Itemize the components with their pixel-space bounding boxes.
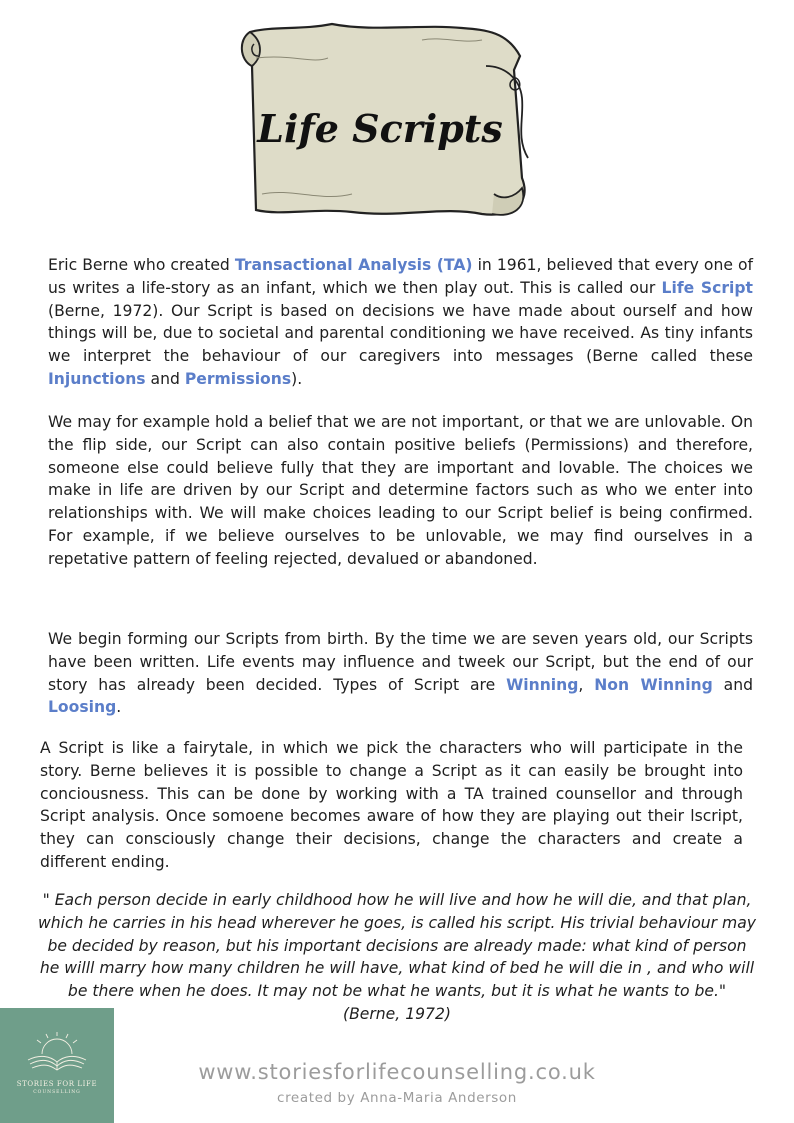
highlight-non-winning: Non Winning — [594, 675, 713, 694]
highlight-transactional-analysis: Transactional Analysis (TA) — [234, 256, 473, 274]
beliefs-paragraph: We may for example hold a belief that we are not important, or that we are unlovable. On the flip side, our Script can also contain positive beliefs (Permissions) and therefore, someone else could believe fully that they are important and lovable. The choices we make in life are driven by our Script and determine factors such as who we enter into relationships with. We will make choices leading to our Script belief is being confirmed. For example, if we believe ourselves to be unlovable, we may find ourselves in a repetative pattern of feeling rejected, devalued or abandoned. — [48, 413, 753, 568]
title-scroll — [232, 18, 540, 228]
quote-citation: (Berne, 1972) — [343, 1004, 451, 1023]
logo-name: STORIES FOR LIFE — [16, 1080, 98, 1088]
title-text: Life Scripts — [257, 106, 503, 151]
paragraph-text: Eric Berne who created — [48, 256, 235, 274]
highlight-life-script: Life Script — [661, 278, 753, 297]
berne-quote — [36, 889, 758, 1026]
paragraph-text: and — [145, 369, 185, 388]
paragraph-text: We begin forming our Scripts from birth. By the time we are seven years old, our Scripts have been written. Life events may influence and tweek our Script, but the end of our story has already been decided. Types of Script are — [48, 630, 753, 694]
paragraph-text: , — [578, 675, 595, 694]
website-url[interactable]: www.storiesforlifecounselling.co.uk — [198, 1060, 596, 1084]
highlight-winning: Winning — [506, 675, 579, 694]
quote-text: " Each person decide in early childhood how he will live and how he will die, and that plan, which he carries in his head wherever he goes, is called his script. His trivial behaviour may be decided by reason, but his important decisions are already made: what kind of person he willl marry how many children he will have, what kind of bed he will die in , and who will be there when he does. It may not be what he wants, but it is what he wants to be." — [37, 891, 757, 1001]
script-types-paragraph — [48, 628, 753, 719]
paragraph-text: and — [712, 675, 754, 694]
highlight-loosing: Loosing — [48, 698, 117, 717]
parchment-scroll — [232, 18, 540, 228]
logo-subtitle: COUNSELLING — [33, 1090, 81, 1095]
author-credit: created by Anna-Maria Anderson — [277, 1090, 517, 1106]
paragraph-text: (Berne, 1972). Our Script is based on decisions we have made about ourself and how things will be, due to societal and parental conditioning we have received. As tiny infants we interpret the behaviour of our caregivers into messages (Berne called these — [48, 301, 753, 366]
highlight-permissions: Permissions — [184, 369, 292, 388]
paragraph-text: . — [116, 698, 122, 717]
paragraph-text: in 1961, believed that every one of us writes a life-story as an infant, which we then play out. This is called our — [48, 256, 754, 297]
intro-paragraph — [48, 254, 753, 391]
paragraph-text: ). — [291, 369, 303, 388]
fairytale-paragraph: A Script is like a fairytale, in which we pick the characters who will participate in the story. Berne believes it is possible to change a Script as it can easily be brought into conciousness. This can be done by working with a TA trained counsellor and through Script analysis. Once somoene becomes aware of how they are playing out their lscript, they can consciously change their decisions, change the characters and create a different ending. — [40, 739, 743, 871]
highlight-injunctions: Injunctions — [48, 369, 146, 388]
